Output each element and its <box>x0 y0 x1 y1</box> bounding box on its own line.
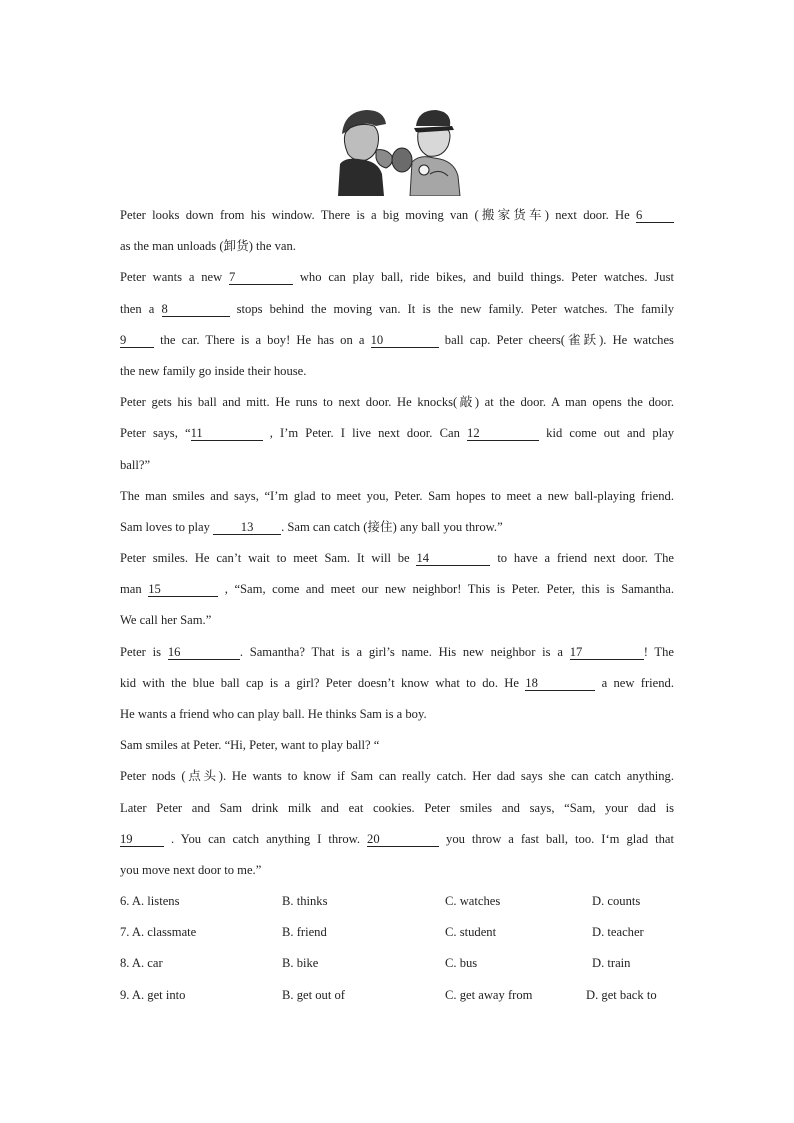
passage-line: Peter says, “11 , I’m Peter. I live next door. Can 12 kid come out and play <box>120 426 674 441</box>
question-9-options <box>120 980 680 1011</box>
passage-line: you move next door to me.” <box>120 862 262 877</box>
blank-6: 6 <box>636 208 674 223</box>
option-a[interactable]: 9. A. get into <box>120 987 186 1002</box>
passage-line: Peter nods (点头). He wants to know if Sam can really catch. Her dad says she can catch anything. <box>120 769 674 784</box>
passage-line: The man smiles and says, “I’m glad to meet you, Peter. Sam hopes to meet a new ball-playing friend. <box>120 488 674 503</box>
passage-line: as the man unloads (卸货) the van. <box>120 239 296 254</box>
option-d[interactable]: D. teacher <box>592 925 644 940</box>
passage-line: ball?” <box>120 457 151 472</box>
blank-7: 7 <box>229 270 293 285</box>
passage-line: Sam smiles at Peter. “Hi, Peter, want to play ball? “ <box>120 738 380 753</box>
blank-18: 18 <box>525 676 595 691</box>
option-a[interactable]: 8. A. car <box>120 956 163 971</box>
option-d[interactable]: D. counts <box>592 894 641 908</box>
passage-line: Sam loves to play 13 . Sam can catch (接住) any ball you throw.” <box>120 519 503 534</box>
passage-line: Peter wants a new 7 who can play ball, ride bikes, and build things. Peter watches. Just <box>120 270 674 285</box>
option-b[interactable]: B. bike <box>282 956 319 971</box>
option-a[interactable]: 7. A. classmate <box>120 925 197 940</box>
blank-12: 12 <box>467 426 539 441</box>
blank-15: 15 <box>148 582 218 597</box>
blank-9: 9 <box>120 333 154 348</box>
question-8-options <box>120 948 680 979</box>
cloze-passage <box>120 200 674 886</box>
option-c[interactable]: C. get away from <box>445 987 533 1002</box>
question-6-options <box>120 886 680 917</box>
passage-line: He wants a friend who can play ball. He thinks Sam is a boy. <box>120 707 427 721</box>
option-c[interactable]: C. bus <box>445 956 478 971</box>
blank-19: 19 <box>120 832 164 847</box>
option-d[interactable]: D. get back to <box>586 987 657 1002</box>
kids-illustration <box>336 104 462 196</box>
passage-line: 19 . You can catch anything I throw. 20 you throw a fast ball, too. I‘m glad that <box>120 831 675 846</box>
passage-line: Peter gets his ball and mitt. He runs to next door. He knocks(敲) at the door. A man opens the door. <box>120 395 674 410</box>
answer-options <box>120 886 680 1011</box>
passage-line: Peter smiles. He can’t wait to meet Sam. It will be 14 to have a friend next door. The <box>120 551 675 566</box>
question-7-options <box>120 917 680 948</box>
option-c[interactable]: C. watches <box>445 894 501 908</box>
option-d[interactable]: D. train <box>592 956 631 971</box>
passage-line: man 15 , “Sam, come and meet our new neighbor! This is Peter. Peter, this is Samantha. <box>120 582 674 597</box>
passage-line: 9 the car. There is a boy! He has on a 10 ball cap. Peter cheers(雀跃). He watches <box>120 332 674 347</box>
passage-line: then a 8 stops behind the moving van. It is the new family. Peter watches. The family <box>120 301 674 316</box>
blank-11: 11 <box>191 426 263 441</box>
passage-line: kid with the blue ball cap is a girl? Peter doesn’t know what to do. He 18 a new friend. <box>120 675 674 690</box>
passage-line: Peter looks down from his window. There is a big moving van (搬家货车) next door. He 6 <box>120 200 674 231</box>
blank-20: 20 <box>367 832 439 847</box>
blank-16: 16 <box>168 645 240 660</box>
option-b[interactable]: B. thinks <box>282 894 328 908</box>
option-b[interactable]: B. friend <box>282 925 327 940</box>
passage-line: the new family go inside their house. <box>120 363 307 378</box>
blank-8: 8 <box>162 302 230 317</box>
passage-line: Later Peter and Sam drink milk and eat cookies. Peter smiles and says, “Sam, your dad is <box>120 800 674 815</box>
option-a[interactable]: 6. A. listens <box>120 894 180 908</box>
blank-17: 17 <box>570 645 644 660</box>
passage-line: We call her Sam.” <box>120 613 212 628</box>
blank-13: 13 <box>213 520 281 535</box>
option-c[interactable]: C. student <box>445 925 497 940</box>
passage-line: Peter is 16 . Samantha? That is a girl’s name. His new neighbor is a 17 ! The <box>120 644 674 659</box>
option-b[interactable]: B. get out of <box>282 987 345 1002</box>
blank-10: 10 <box>371 333 439 348</box>
blank-14: 14 <box>416 551 490 566</box>
